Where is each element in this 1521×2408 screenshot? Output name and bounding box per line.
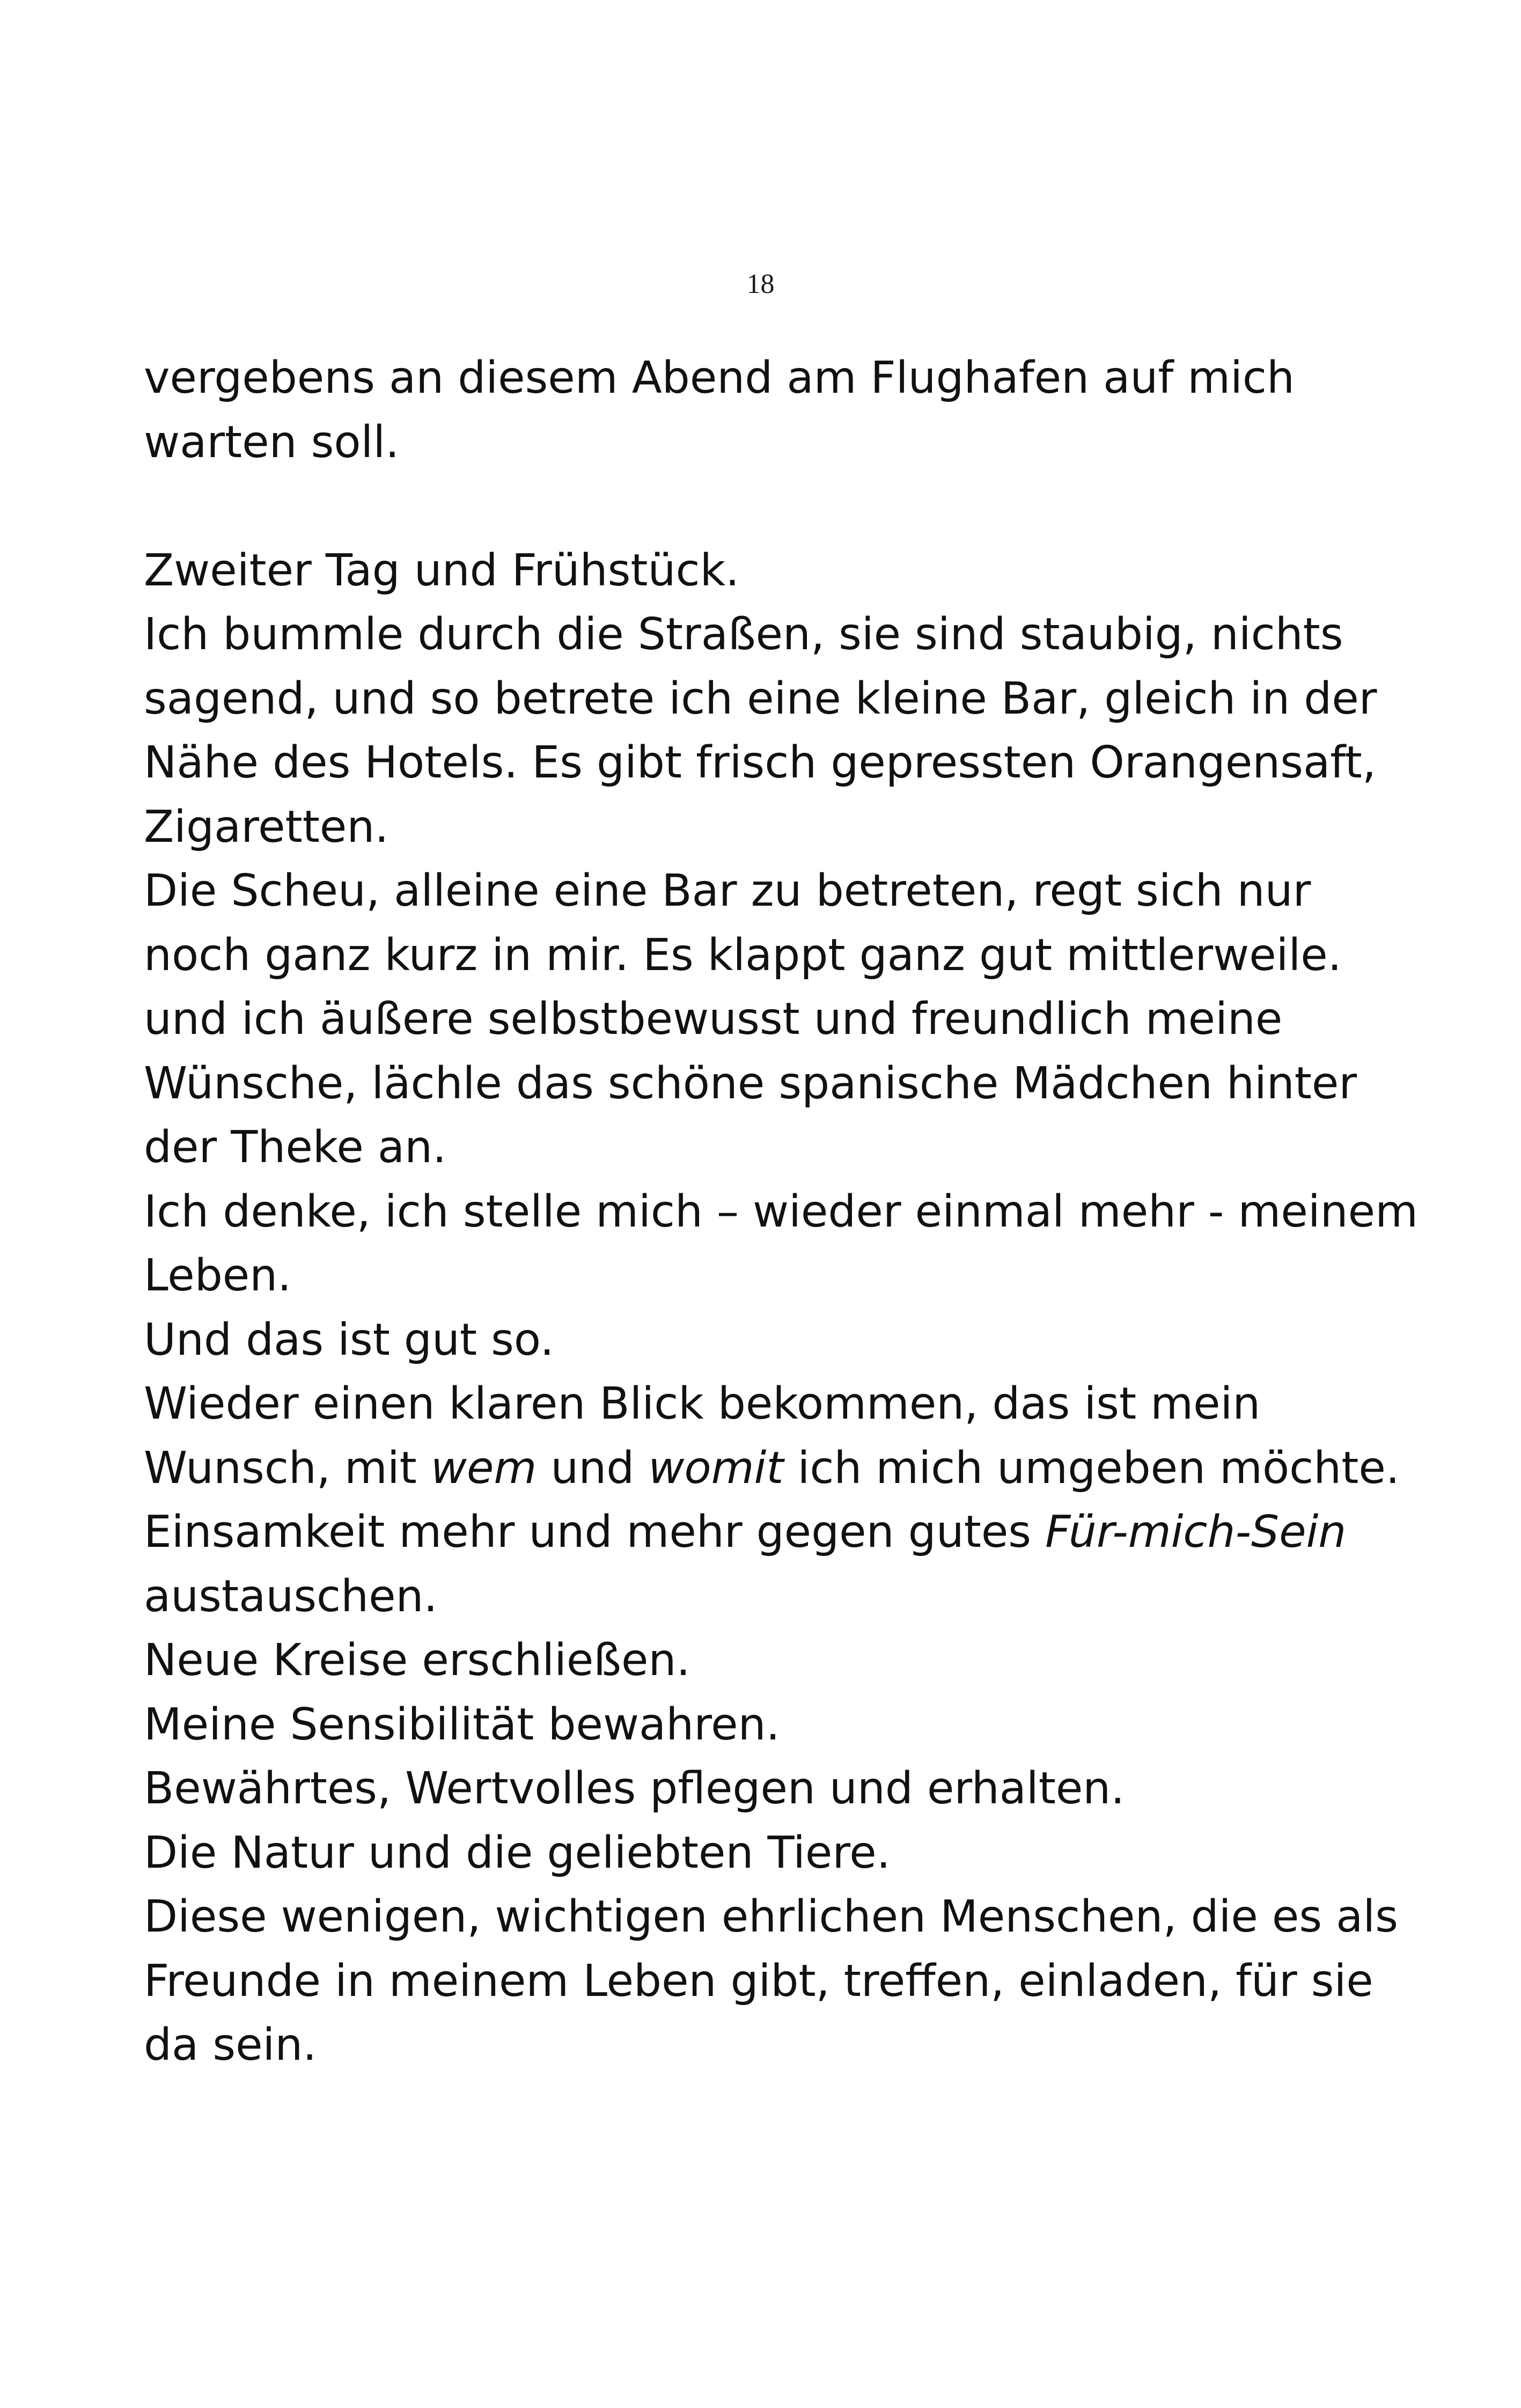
text-line: Meine Sensibilität bewahren. (144, 1699, 780, 1750)
text-run: Wunsch, mit (144, 1442, 431, 1494)
emphasis-womit: womit (648, 1442, 784, 1494)
emphasis-fuer-mich-sein: Für-mich-Sein (1045, 1507, 1347, 1558)
text-line: Nähe des Hotels. Es gibt frisch gepressten Orangensaft, (144, 737, 1376, 788)
text-line: Freunde in meinem Leben gibt, treffen, einladen, für sie (144, 1955, 1373, 2007)
text-line: und ich äußere selbstbewusst und freundlich meine (144, 994, 1283, 1045)
paragraph-gap (144, 474, 1431, 539)
text-line: Ich bummle durch die Straßen, sie sind staubig, nichts (144, 609, 1343, 660)
text-line: Zweiter Tag und Frühstück. (144, 545, 740, 596)
emphasis-wem: wem (430, 1442, 537, 1494)
text-line: Die Scheu, alleine eine Bar zu betreten, regt sich nur (144, 865, 1311, 916)
text-run: ich mich umgeben möchte. (783, 1442, 1400, 1494)
text-run: Einsamkeit mehr und mehr gegen gutes (144, 1507, 1046, 1558)
text-line: Die Natur und die geliebten Tiere. (144, 1827, 891, 1878)
text-run: und (537, 1442, 649, 1494)
text-line: Zigaretten. (144, 801, 389, 853)
text-line: Diese wenigen, wichtigen ehrlichen Menschen, die es als (144, 1891, 1398, 1942)
text-line: Ich denke, ich stelle mich – wieder einmal mehr - meinem (144, 1186, 1418, 1237)
text-line: austauschen. (144, 1570, 438, 1622)
text-line (144, 1436, 1431, 1501)
text-line: Neue Kreise erschließen. (144, 1635, 690, 1686)
text-line: noch ganz kurz in mir. Es klappt ganz gut mittlerweile. (144, 929, 1342, 981)
body-text (144, 346, 1431, 2077)
text-line (144, 1500, 1431, 1565)
text-line: Leben. (144, 1250, 292, 1301)
text-line: da sein. (144, 2020, 317, 2071)
text-line: Und das ist gut so. (144, 1314, 554, 1365)
text-line: Wieder einen klaren Blick bekommen, das ist mein (144, 1378, 1261, 1429)
text-line: sagend, und so betrete ich eine kleine Bar, gleich in der (144, 673, 1377, 724)
text-line: warten soll. (144, 416, 400, 468)
text-line: Wünsche, lächle das schöne spanische Mädchen hinter (144, 1058, 1357, 1109)
page-number: 18 (746, 269, 775, 299)
text-line: vergebens an diesem Abend am Flughafen auf mich (144, 353, 1295, 403)
text-line: der Theke an. (144, 1122, 447, 1173)
text-line: Bewährtes, Wertvolles pflegen und erhalten. (144, 1763, 1125, 1814)
